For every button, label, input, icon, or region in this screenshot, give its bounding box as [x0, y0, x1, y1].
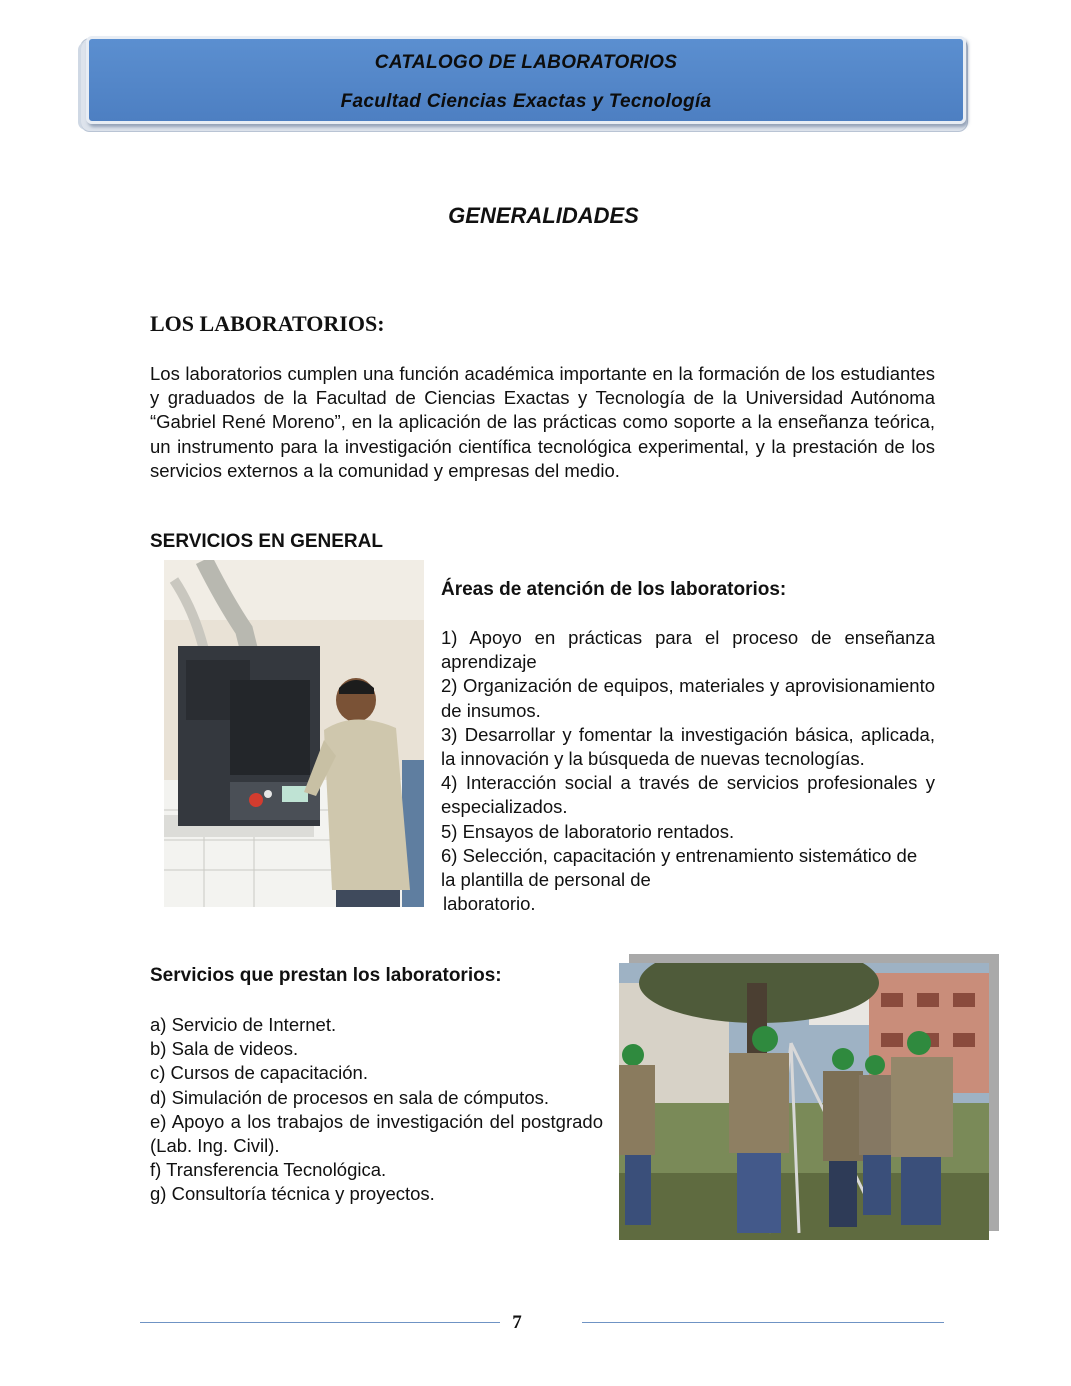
footer-rule-left [140, 1322, 500, 1323]
list-item: 5) Ensayos de laboratorio rentados. [441, 820, 735, 842]
list-item: b) Sala de videos. [150, 1038, 299, 1060]
services-offered-heading: Servicios que prestan los laboratorios: [150, 965, 502, 986]
list-item: 2) Organización de equipos, materiales y aprovisionamiento de insumos. [441, 675, 935, 721]
list-item: c) Cursos de capacitación. [150, 1062, 368, 1084]
areas-heading: Áreas de atención de los laboratorios: [441, 579, 787, 600]
intro-paragraph: Los laboratorios cumplen una función académica importante en la formación de los estudiantes y graduados de la Facultad de Ciencias Exactas y Tecnología de la Universidad Autónoma “Gabriel René Moreno”, en la aplicación de las prácticas como soporte a la enseñanza teórica, un instrumento para la investigación científica tecnológica experimental, y la prestación de los servicios externos a la comunidad y empresas del medio. [150, 363, 935, 481]
lab-furnace-illustration [164, 560, 424, 907]
areas-list [441, 626, 935, 916]
page-number: 7 [512, 1312, 522, 1333]
faculty-subtitle: Facultad Ciencias Exactas y Tecnología [340, 91, 712, 112]
list-item: 6) Selección, capacitación y entrenamiento sistemático de la plantilla de personal de [441, 844, 918, 891]
list-item: laboratorio. [443, 893, 536, 915]
services-general-heading: SERVICIOS EN GENERAL [150, 531, 383, 552]
lab-furnace-photo [164, 560, 424, 907]
list-item: d) Simulación de procesos en sala de cómputos. [150, 1086, 549, 1108]
page-title: GENERALIDADES [448, 203, 639, 228]
surveying-group-photo [619, 963, 989, 1240]
catalog-title: CATALOGO DE LABORATORIOS [374, 52, 678, 73]
list-item: g) Consultoría técnica y proyectos. [150, 1183, 435, 1205]
list-item: a) Servicio de Internet. [150, 1014, 337, 1035]
footer-rule-right [582, 1322, 944, 1323]
list-item: e) Apoyo a los trabajos de investigación del postgrado (Lab. Ing. Civil). [150, 1110, 603, 1157]
list-item: 3) Desarrollar y fomentar la investigación básica, aplicada, la innovación y la búsqueda de nuevas tecnologías. [441, 723, 935, 770]
list-item: 1) Apoyo en prácticas para el proceso de enseñanza aprendizaje [441, 627, 935, 673]
list-item: f) Transferencia Tecnológica. [150, 1159, 387, 1181]
surveying-group-illustration [619, 963, 989, 1240]
section-title: LOS LABORATORIOS: [150, 311, 385, 336]
services-list [150, 1013, 603, 1207]
list-item: 4) Interacción social a través de servicios profesionales y especializados. [441, 772, 935, 818]
header-banner [86, 36, 966, 124]
